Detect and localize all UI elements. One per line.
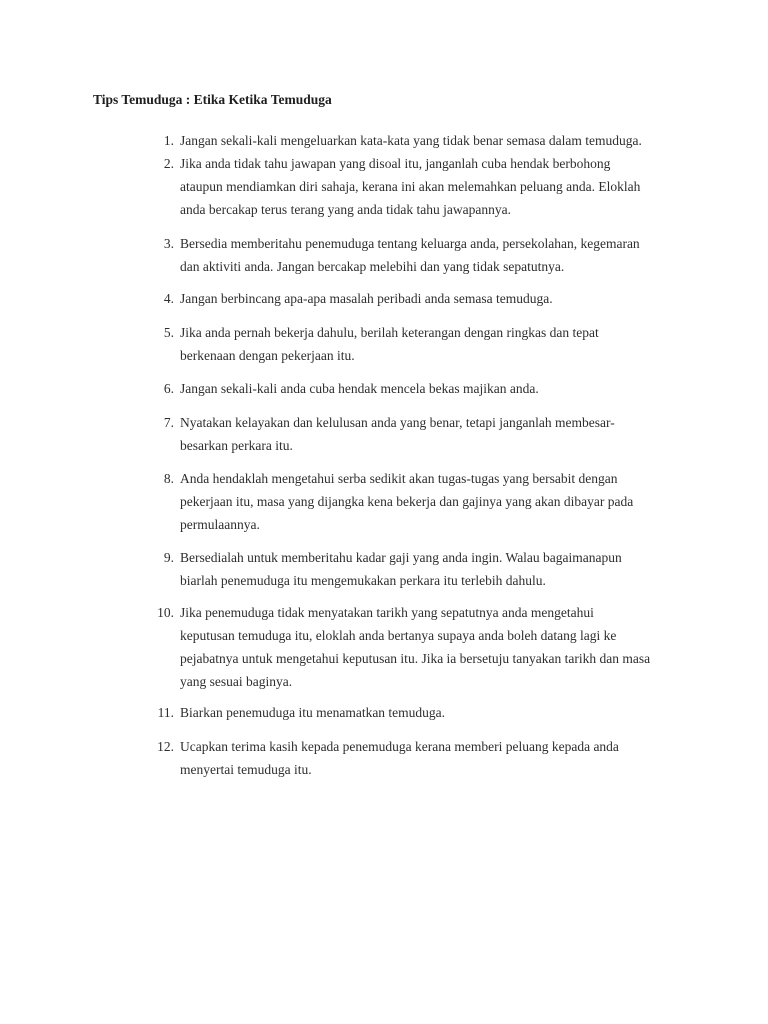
list-item-number: 8.: [163, 471, 174, 486]
list-item-text: [180, 129, 670, 152]
text-line: besarkan perkara itu.: [180, 438, 293, 453]
list-item-text: [180, 232, 670, 278]
text-line: Jangan berbincang apa-apa masalah peribadi anda semasa temuduga.: [180, 291, 553, 306]
text-line: Anda hendaklah mengetahui serba sedikit akan tugas-tugas yang bersabit dengan: [180, 471, 618, 486]
text-line: anda bercakap terus terang yang anda tidak tahu jawapannya.: [180, 202, 511, 217]
list-item-text: [180, 377, 670, 400]
list-item-number: 2.: [163, 156, 174, 171]
text-line: pekerjaan itu, masa yang dijangka kena bekerja dan gajinya yang akan dibayar pada: [180, 494, 634, 509]
list-item-text: [180, 287, 670, 310]
list-item-text: [180, 321, 670, 367]
text-line: Jangan sekali-kali mengeluarkan kata-kata yang tidak benar semasa dalam temuduga.: [180, 133, 642, 148]
text-line: Biarkan penemuduga itu menamatkan temuduga.: [180, 705, 446, 720]
text-line: biarlah penemuduga itu mengemukakan perkara itu terlebih dahulu.: [180, 573, 546, 588]
list-item-number: 6.: [163, 381, 174, 396]
list-item-number: 10.: [157, 605, 174, 620]
list-item-text: [180, 601, 670, 693]
list-item-number: 9.: [163, 550, 174, 565]
text-line: Jika penemuduga tidak menyatakan tarikh yang sepatutnya anda mengetahui: [180, 605, 594, 620]
text-line: berkenaan dengan pekerjaan itu.: [180, 348, 355, 363]
text-line: Ucapkan terima kasih kepada penemuduga kerana memberi peluang kepada anda: [180, 739, 619, 754]
text-line: ataupun mendiamkan diri sahaja, kerana ini akan melemahkan peluang anda. Eloklah: [180, 179, 641, 194]
text-line: Jangan sekali-kali anda cuba hendak mencela bekas majikan anda.: [180, 381, 539, 396]
text-line: pejabatnya untuk mengetahui keputusan itu. Jika ia bersetuju tanyakan tarikh dan masa: [180, 651, 651, 666]
text-line: Jika anda tidak tahu jawapan yang disoal itu, janganlah cuba hendak berbohong: [180, 156, 611, 171]
list-item-text: [180, 152, 670, 221]
list-item-text: [180, 701, 670, 724]
text-line: dan aktiviti anda. Jangan bercakap melebihi dan yang tidak sepatutnya.: [180, 259, 565, 274]
text-line: Bersedialah untuk memberitahu kadar gaji yang anda ingin. Walau bagaimanapun: [180, 550, 622, 565]
list-item-text: [180, 546, 670, 592]
list-item-number: 3.: [163, 236, 174, 251]
list-item-number: 4.: [163, 291, 174, 306]
text-line: Nyatakan kelayakan dan kelulusan anda yang benar, tetapi janganlah membesar-: [180, 415, 615, 430]
list-item-number: 5.: [163, 325, 174, 340]
list-item-number: 1.: [163, 133, 174, 148]
list-item-number: 7.: [163, 415, 174, 430]
list-item-text: [180, 467, 670, 536]
text-line: yang sesuai baginya.: [180, 674, 293, 689]
list-item-number: 12.: [157, 739, 174, 754]
list-item-text: [180, 411, 670, 457]
text-line: Jika anda pernah bekerja dahulu, berilah keterangan dengan ringkas dan tepat: [180, 325, 599, 340]
list-item-number: 11.: [157, 705, 174, 720]
text-line: keputusan temuduga itu, eloklah anda bertanya supaya anda boleh datang lagi ke: [180, 628, 617, 643]
text-line: permulaannya.: [180, 517, 260, 532]
list-item-text: [180, 735, 670, 781]
document-title: Tips Temuduga : Etika Ketika Temuduga: [93, 92, 332, 107]
text-line: menyertai temuduga itu.: [180, 762, 312, 777]
text-line: Bersedia memberitahu penemuduga tentang keluarga anda, persekolahan, kegemaran: [180, 236, 640, 251]
